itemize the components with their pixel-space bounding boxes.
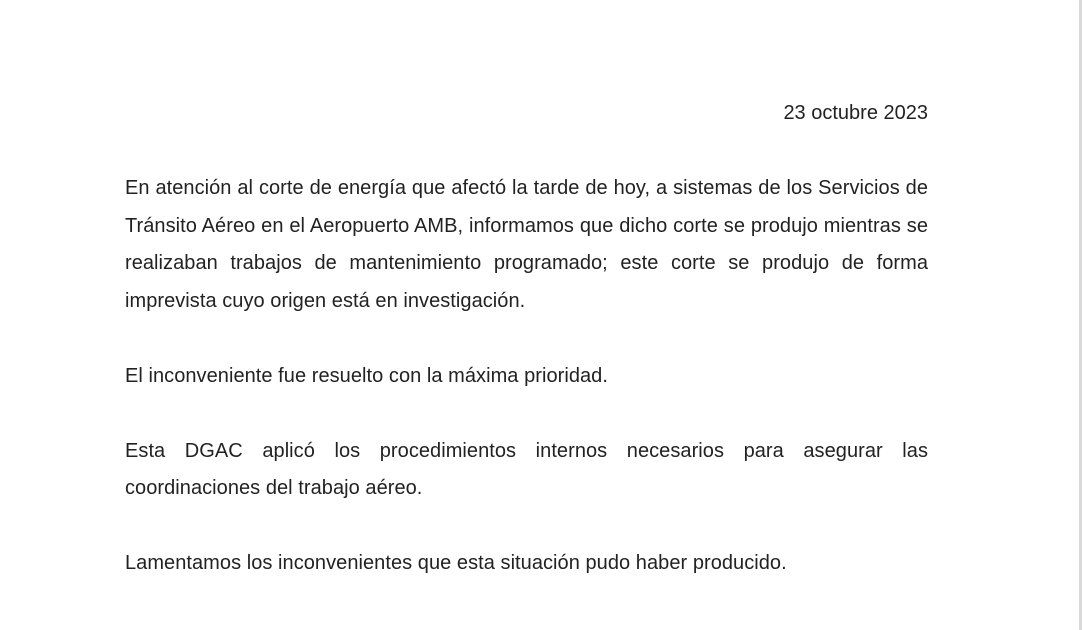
document-date: 23 octubre 2023 — [783, 102, 928, 124]
document-body — [125, 170, 928, 583]
paragraph-resolved: El inconveniente fue resuelto con la máxima prioridad. — [125, 364, 608, 387]
paragraph-spacer — [125, 395, 928, 433]
paragraph-apology: Lamentamos los inconvenientes que esta situación pudo haber producido. — [125, 552, 787, 574]
paragraph-power-outage: En atención al corte de energía que afectó la tarde de hoy, a sistemas de los Servicios de Tránsito Aéreo en el Aeropuerto AMB, informamos que dicho corte se produjo mientras se realizaban trabajos de mantenimiento programado; este corte se produjo de forma imprevista cuyo origen está en investigación. — [125, 177, 928, 312]
paragraph-spacer — [125, 320, 928, 358]
paragraph-procedures: Esta DGAC aplicó los procedimientos internos necesarios para asegurar las coordinaciones del trabajo aéreo. — [125, 439, 928, 499]
paragraph-spacer — [125, 508, 928, 546]
